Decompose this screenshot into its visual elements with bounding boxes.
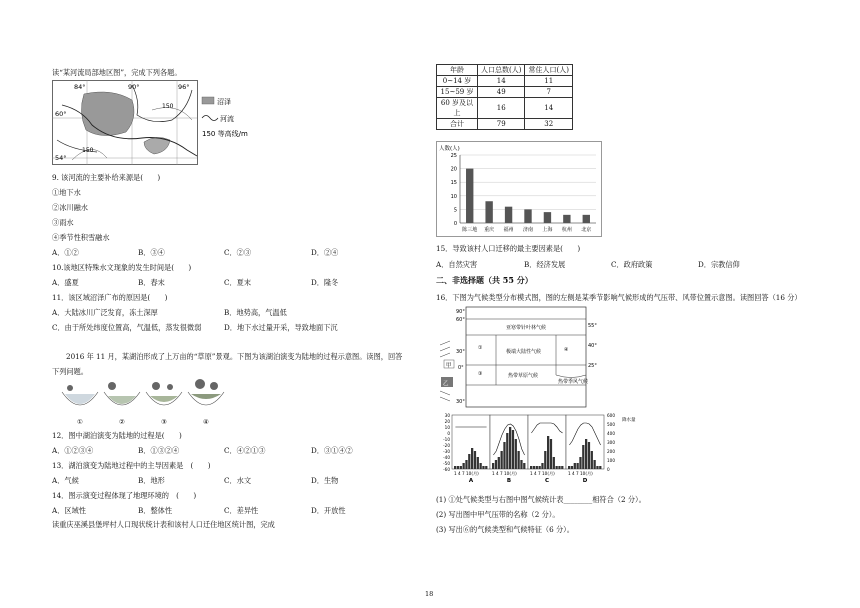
precip-bar [547, 436, 549, 469]
q15-stem: 15．导致该村人口迁移的最主要因素是( ) [436, 244, 581, 253]
lat-30s: 30° [456, 399, 465, 405]
chart-bar [505, 207, 512, 223]
month-axis-label: 1 4 7 10(月) [492, 471, 517, 476]
table-row: 60 岁及以上 16 14 [437, 98, 573, 119]
q9-item-4: ④季节性积雪融水 [52, 233, 110, 242]
zone-savanna: 热带草原气候 [508, 373, 539, 379]
precip-bar [530, 466, 532, 469]
q11-option-d: D．地下水过量开采，导致地面下沉 [224, 323, 338, 332]
q9-option-b: B．③④ [138, 248, 165, 257]
precip-bar [512, 430, 514, 469]
sub-question-3: (3) 写出⑥的气候类型和气候特征（6 分）。 [436, 525, 574, 534]
precip-axis-label: 300 [607, 440, 615, 445]
precip-bar [577, 463, 579, 469]
migration-bar-chart [436, 141, 602, 237]
chart-ytick-label: 10 [450, 193, 457, 200]
precip-bar [574, 463, 576, 469]
q9-option-c: C．②③ [224, 248, 252, 257]
q13-option-a: A．气候 [52, 476, 79, 485]
precip-bar [471, 448, 473, 469]
precip-bar [544, 451, 546, 469]
precip-bar [588, 442, 590, 469]
chart-ylabel: 人数(人) [439, 146, 460, 152]
zone-monsoon: 热带季风气候 [558, 379, 589, 385]
chart-bar [583, 215, 590, 223]
chart-ytick-label: 25 [450, 153, 457, 159]
river-map-figure [52, 80, 252, 166]
chart-xtick-label: 重庆 [484, 227, 495, 233]
precip-bar [541, 463, 543, 469]
chart-bar [563, 215, 570, 223]
climate-chart-name: B [506, 478, 512, 484]
q9-item-3: ③雨水 [52, 218, 74, 227]
precip-bar [518, 451, 520, 469]
lat-60: 60° [456, 317, 465, 323]
lat-30: 30° [456, 349, 465, 355]
precip-axis-label: 500 [607, 422, 615, 427]
precip-bar [561, 466, 563, 469]
precip-bar [492, 463, 494, 469]
q12-option-a: A．①②③④ [52, 446, 94, 455]
precip-bar [509, 427, 511, 469]
precip-bar [579, 457, 581, 469]
lake-label-3: ③ [161, 418, 167, 426]
precip-bar [457, 466, 459, 469]
q14-option-d: D．开放性 [311, 506, 346, 515]
zone-3: ③ [478, 371, 483, 377]
map-label-150b: 150 [162, 103, 174, 110]
chart-frame [437, 142, 602, 237]
q13-option-d: D．生物 [311, 476, 339, 485]
q15-option-b: B．经济发展 [524, 260, 566, 269]
q10-option-c: C．夏末 [224, 278, 252, 287]
population-table [436, 64, 573, 130]
belt-jia: 甲 [446, 363, 452, 369]
precip-bar [506, 433, 508, 469]
population-intro: 读重庆巫溪县堡坪村人口现状统计表和该村人口迁住地区统计图，完成 [52, 520, 275, 529]
q14-option-c: C．差异性 [224, 506, 259, 515]
table-row: 15~59 岁 49 7 [437, 87, 573, 98]
q15-option-d: D．宗教信仰 [698, 260, 740, 269]
q9-stem: 9. 该河流的主要补给来源是( ) [52, 173, 161, 182]
climate-chart-name: A [468, 478, 474, 484]
map-label-60: 60° [55, 110, 67, 118]
chart-xtick-label: 济南 [522, 227, 534, 233]
precip-bar [454, 466, 456, 469]
q10-option-a: A．盛夏 [52, 278, 79, 287]
precip-bar [465, 460, 467, 469]
legend-river: 河流 [220, 115, 234, 123]
precip-bar [515, 439, 517, 469]
climate-chart-name: D [582, 478, 588, 484]
precip-bar [482, 466, 484, 469]
section-heading: 二、非选择题（共 55 分） [436, 275, 533, 285]
chart-ytick-label: 15 [450, 180, 457, 187]
q16-stem: 16．下图为气候类型分布模式图，图的左侧是某季节影响气候形成的气压带、风带位置示意图。读图回答（16 分） [436, 293, 802, 302]
q11-option-c: C．由于所处纬度位置高，气温低，蒸发很微弱 [52, 323, 202, 332]
temp-axis-label: -40 [443, 455, 450, 460]
map-label-150a: 150 [82, 147, 94, 154]
q10-stem: 10.该地区特殊水文现象的发生时间是( ) [52, 263, 192, 272]
month-axis-label: 1 4 7 10(月) [568, 471, 593, 476]
intro-text: 读“某河流局部地区图”，完成下列各题。 [52, 68, 182, 77]
lat-90: 90° [456, 309, 465, 315]
precip-bar [485, 466, 487, 469]
precip-bar [460, 466, 462, 469]
q15-option-a: A．自然灾害 [436, 260, 478, 269]
temp-axis-label: -50 [443, 461, 450, 466]
precip-bar [571, 466, 573, 469]
q9-option-d: D．②④ [311, 248, 339, 257]
sub-question-1: (1) ①处气候类型与右图中图气候统计表________相符合（2 分）。 [436, 495, 646, 504]
precip-bar [599, 466, 601, 469]
climate-statistic-charts [436, 411, 640, 489]
precip-bar [523, 463, 525, 469]
temp-axis-label: -10 [443, 437, 450, 442]
precip-bar [477, 457, 479, 469]
precip-axis-label: 600 [607, 413, 615, 418]
precip-bar [596, 466, 598, 469]
precip-bar [568, 466, 570, 469]
table-header-resident: 常住人口(人) [525, 65, 572, 76]
chart-xtick-label: 陈三地 [462, 227, 478, 233]
map-label-90: 90° [128, 83, 140, 91]
lake-label-4: ④ [203, 418, 209, 426]
chart-xtick-label: 上海 [542, 227, 553, 233]
q11-option-a: A．大陆冰川广泛发育，冻土深厚 [52, 308, 158, 317]
chart-ytick-label: 5 [453, 207, 457, 214]
precip-bar [550, 439, 552, 469]
precip-bar [495, 460, 497, 469]
map-label-96: 96° [178, 83, 190, 91]
precip-bar [558, 466, 560, 469]
q14-option-b: B．整体性 [138, 506, 173, 515]
climate-pattern-diagram [436, 305, 606, 409]
q9-item-1: ①地下水 [52, 188, 81, 197]
chart-bar [524, 209, 531, 223]
q13-option-c: C．水文 [224, 476, 252, 485]
zone-taiga: 亚寒带针叶林气候 [506, 325, 547, 331]
q14-stem: 14．图示演变过程体现了地理环境的 ( ) [52, 491, 197, 500]
q11-stem: 11．该区域沼泽广布的原因是( ) [52, 293, 168, 302]
q12-option-b: B．①③②④ [138, 446, 180, 455]
precip-axis-label: 400 [607, 431, 615, 436]
chart-xtick-label: 杭州 [561, 227, 572, 233]
q11-option-b: B．地势高，气温低 [224, 308, 287, 317]
lake-paragraph-line1: 2016 年 11 月，某湖泊形成了上万亩的“草原”景观。下图为该湖泊演变为陆地的过程示意图。读图，回答 [66, 352, 403, 361]
lat-0: 0° [458, 365, 464, 371]
precip-bar [594, 460, 596, 469]
chart-xtick-label: 北京 [581, 227, 592, 233]
q15-option-c: C．政府政策 [611, 260, 653, 269]
climate-chart-name: C [544, 478, 550, 484]
precip-bar [474, 451, 476, 469]
chart-ytick-label: 0 [453, 221, 457, 227]
chart-ytick-label: 20 [450, 166, 457, 173]
precip-bar [533, 466, 535, 469]
precip-bar [480, 463, 482, 469]
lake-label-1: ① [77, 418, 83, 426]
temp-axis-label: -60 [443, 467, 450, 472]
precip-axis-label: 200 [607, 449, 615, 454]
chart-bar [544, 212, 551, 223]
precip-bar [501, 451, 503, 469]
table-row: 0~14 岁 14 11 [437, 76, 573, 87]
q12-stem: 12．图中湖泊演变为陆地的过程是( ) [52, 431, 182, 440]
q13-stem: 13．湖泊演变为陆地过程中的主导因素是 ( ) [52, 461, 211, 470]
q12-option-d: D．③①④② [311, 446, 353, 455]
temp-axis-label: 30 [444, 413, 450, 418]
precip-bar [591, 451, 593, 469]
q10-option-d: D．隆冬 [311, 278, 339, 287]
lake-paragraph-line2: 下列问题。 [52, 367, 88, 376]
belt-yi: 乙 [443, 381, 449, 387]
q14-option-a: A．区域性 [52, 506, 86, 515]
precip-bar [556, 466, 558, 469]
month-axis-label: 1 4 7 10(月) [530, 471, 555, 476]
map-label-84: 84° [74, 83, 86, 91]
lake-evolution-figure [60, 378, 230, 426]
precip-axis-label: 0 [607, 467, 610, 472]
table-header-total: 人口总数(人) [478, 65, 525, 76]
precip-bar [520, 460, 522, 469]
lat-40: 40° [588, 343, 597, 349]
legend-contour: 150 等高线/m [202, 130, 248, 138]
precip-axis-title: 降水量 [622, 418, 636, 423]
precip-bar [503, 442, 505, 469]
map-label-54: 54° [55, 154, 67, 162]
q12-option-c: C．④②①③ [224, 446, 266, 455]
lat-25: 25° [588, 363, 597, 369]
temp-axis-label: -30 [443, 449, 450, 454]
precip-bar [539, 466, 541, 469]
precip-bar [536, 466, 538, 469]
lake-label-2: ② [119, 418, 125, 426]
precip-bar [553, 457, 555, 469]
chart-bar [466, 169, 473, 223]
precip-bar [468, 454, 470, 469]
chart-xtick-label: 福州 [503, 227, 514, 233]
q9-option-a: A．①② [52, 248, 79, 257]
temp-axis-label: 10 [444, 425, 450, 430]
precip-bar [498, 457, 500, 469]
legend-swamp: 沼泽 [217, 98, 231, 106]
temp-axis-label: 0 [447, 431, 450, 436]
table-row: 合计 79 32 [437, 119, 573, 130]
precip-bar [585, 439, 587, 469]
sub-question-2: (2) 写出图中甲气压带的名称（2 分）。 [436, 510, 560, 519]
precip-bar [582, 445, 584, 469]
zone-1: ① [478, 345, 483, 351]
q9-item-2: ②冰川融水 [52, 203, 88, 212]
page-number: 18 [425, 590, 434, 598]
temp-axis-label: -20 [443, 443, 450, 448]
lat-55: 55° [588, 323, 597, 329]
zone-4: ④ [564, 347, 569, 353]
zone-continental: 极端大陆性气候 [506, 349, 542, 355]
month-axis-label: 1 4 7 10(月) [454, 471, 479, 476]
temp-axis-label: 20 [444, 419, 450, 424]
chart-bar [485, 201, 492, 223]
precip-bar [463, 463, 465, 469]
precip-axis-label: 100 [607, 458, 615, 463]
table-header-age: 年龄 [437, 65, 478, 76]
q13-option-b: B．地形 [138, 476, 165, 485]
q10-option-b: B．春末 [138, 278, 165, 287]
